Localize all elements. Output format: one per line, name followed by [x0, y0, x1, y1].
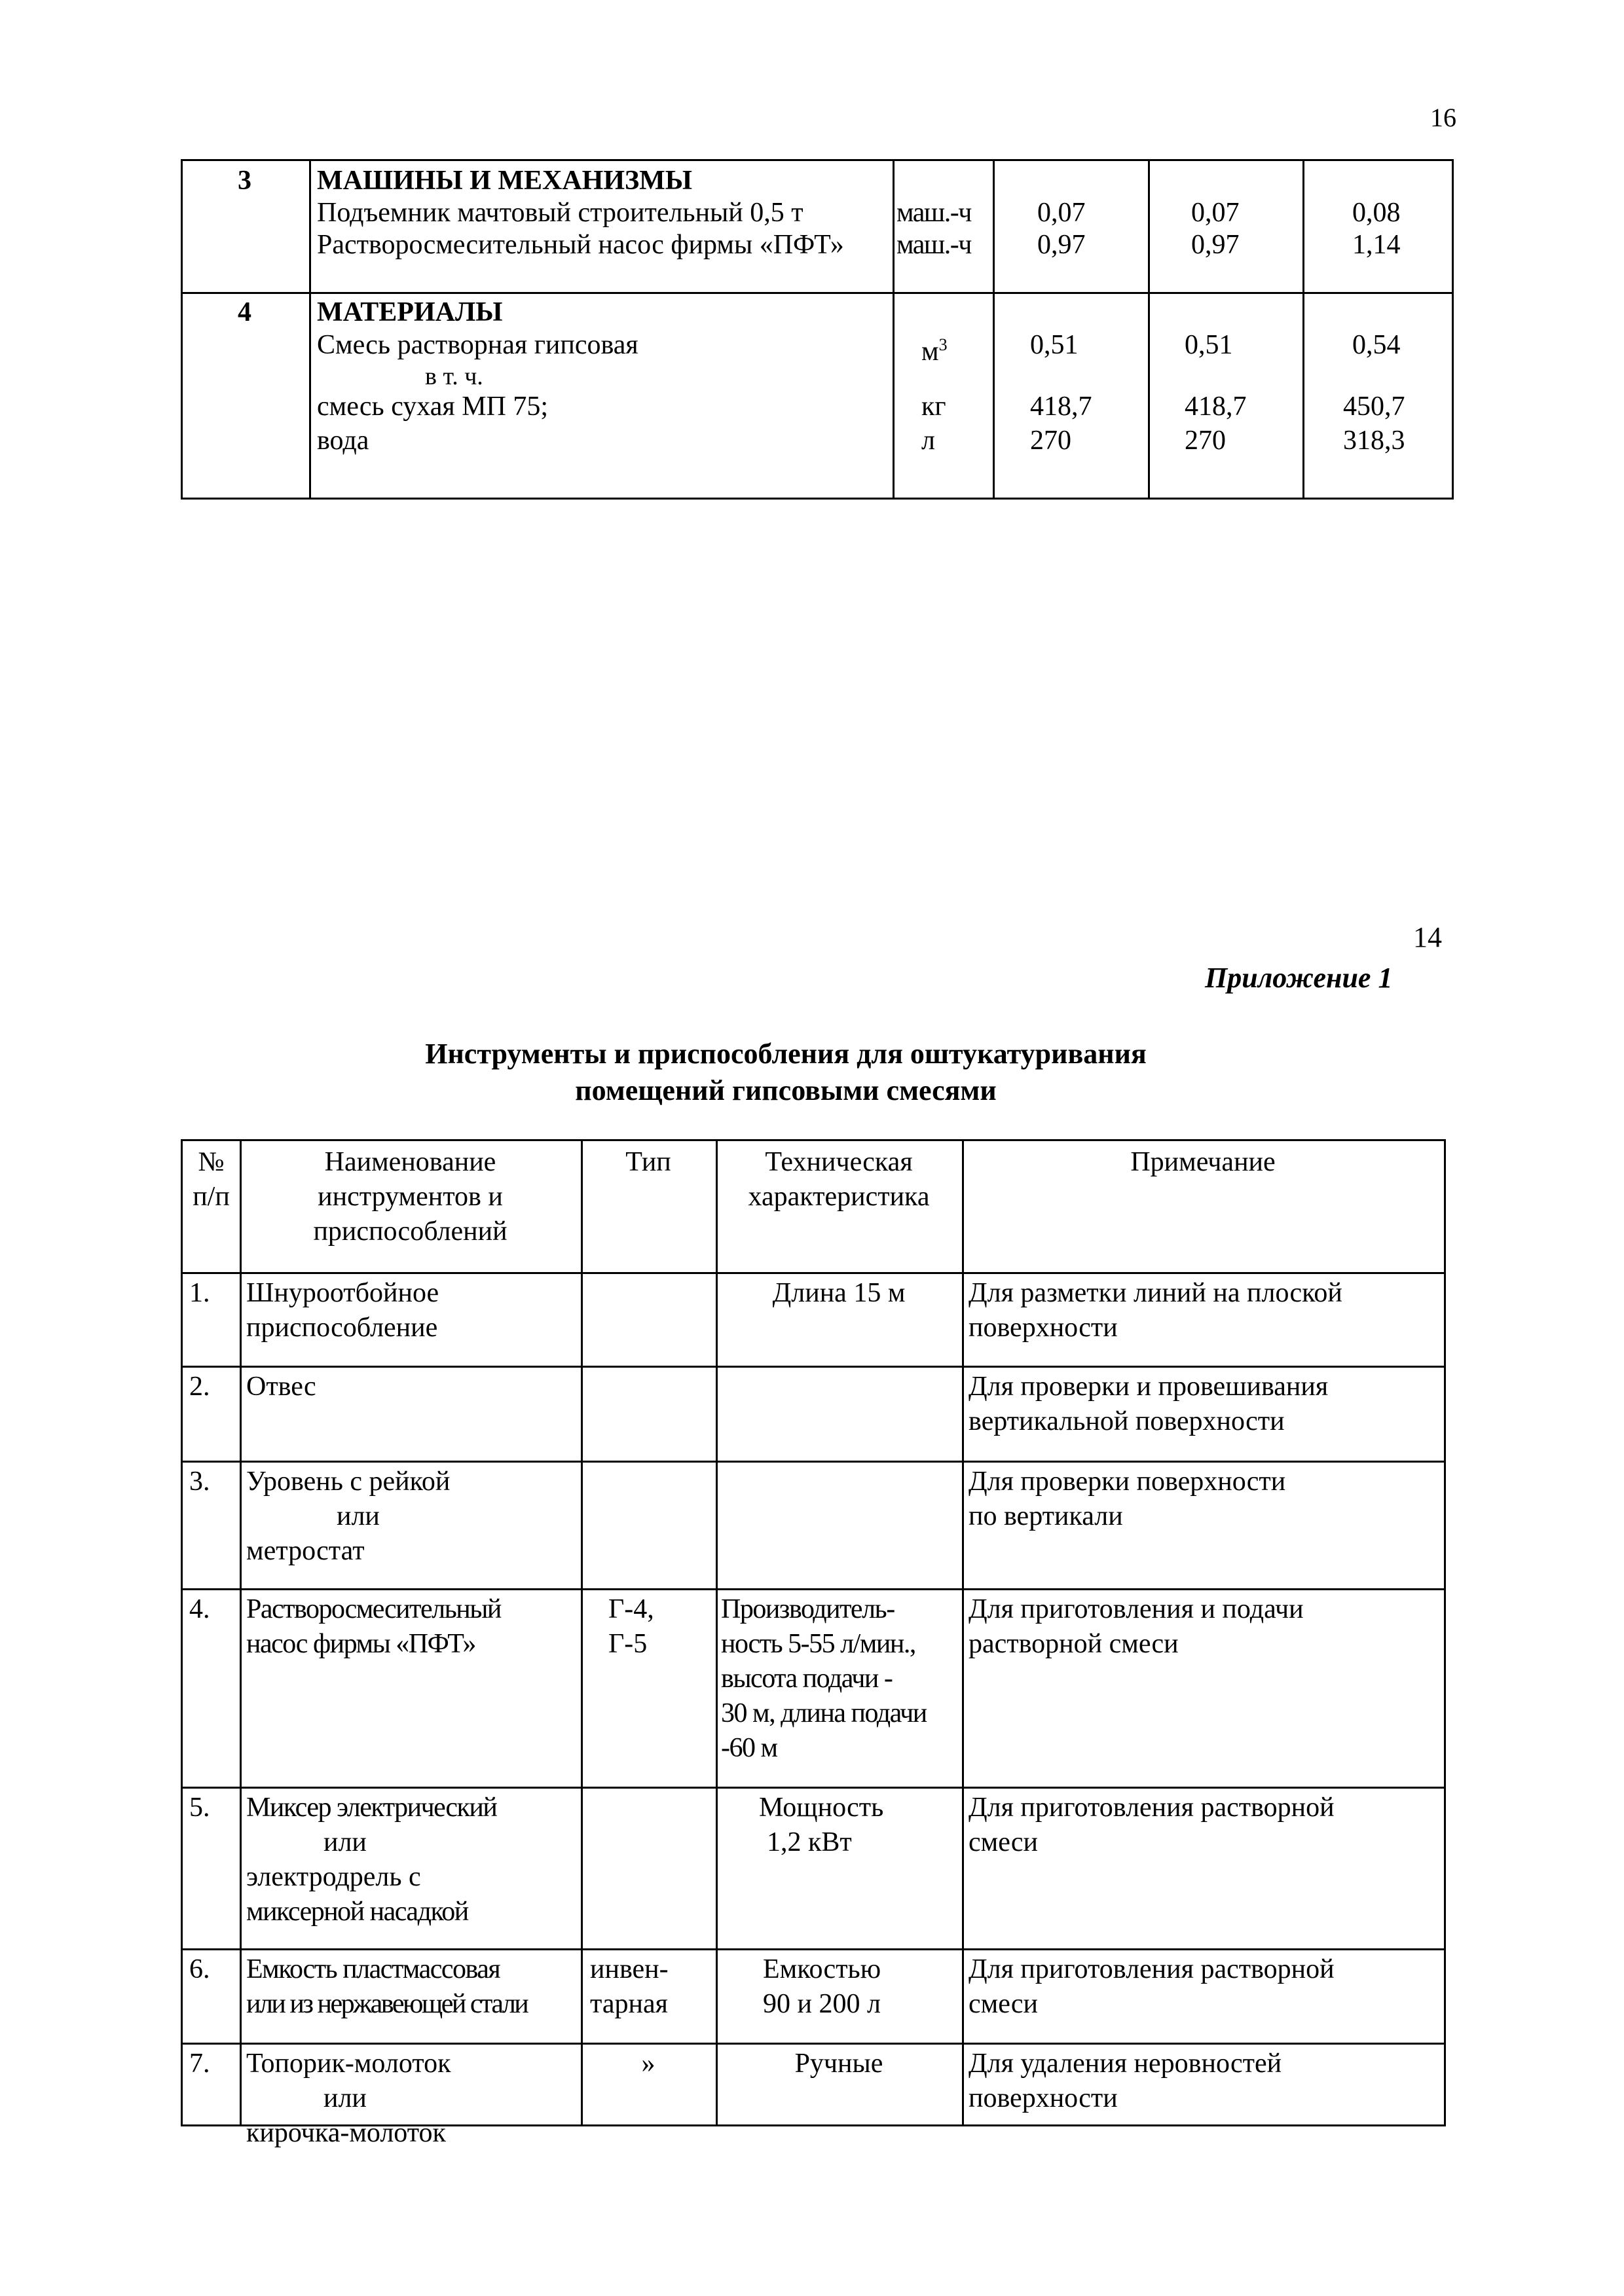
row-note-line: Для приготовления и подачи — [969, 1594, 1304, 1624]
row-type-line: » — [641, 2049, 655, 2079]
column-divider — [962, 1141, 964, 2124]
header-text: Наименование — [324, 1147, 496, 1177]
header-note — [962, 1145, 1444, 1180]
header-text: п/п — [193, 1182, 230, 1212]
row-unit: кг — [921, 392, 946, 422]
row-name-line: метростат — [246, 1536, 365, 1566]
row-num: 6. — [189, 1954, 210, 1984]
row-name-line: Топорик-молоток — [246, 2049, 451, 2079]
row-name — [246, 2047, 451, 2151]
row-note — [969, 1791, 1335, 1860]
row-divider — [183, 1787, 1444, 1789]
section-title: МАШИНЫ И МЕХАНИЗМЫ — [317, 166, 693, 196]
row-num: 3. — [189, 1467, 210, 1497]
row-num: 7. — [189, 2049, 210, 2079]
row-note — [969, 1370, 1328, 1439]
row-spec-line: Длина 15 м — [772, 1278, 906, 1308]
row-spec-line: 1,2 кВт — [767, 1827, 852, 1857]
column-divider — [309, 161, 311, 498]
page-number-top: 16 — [1430, 103, 1456, 132]
row-spec-line: ность 5-55 л/мин., — [721, 1629, 915, 1659]
header-type — [581, 1145, 716, 1180]
section-number: 3 — [238, 166, 251, 196]
row-name: Подъемник мачтовый строительный 0,5 т — [317, 198, 803, 228]
row-note-line: Для удаления неровностей — [969, 2049, 1282, 2079]
unit-superscript: 3 — [938, 335, 948, 354]
row-type-line: Г-5 — [608, 1629, 648, 1659]
row-value-3: 0,08 — [1352, 198, 1401, 228]
row-unit: маш.-ч — [896, 230, 971, 260]
row-spec — [716, 2047, 962, 2081]
row-value-3: 450,7 — [1343, 392, 1405, 422]
row-num: 1. — [189, 1278, 210, 1308]
column-divider — [1302, 161, 1304, 498]
row-value-1: 0,07 — [1037, 198, 1086, 228]
machines-materials-table — [181, 159, 1454, 500]
row-name-line: кирочка-молоток — [246, 2118, 446, 2148]
section-number: 4 — [238, 297, 251, 327]
row-name-line: приспособление — [246, 1313, 438, 1343]
row-name-line: Отвес — [246, 1372, 316, 1402]
row-spec — [716, 1276, 962, 1311]
row-divider — [183, 1366, 1444, 1368]
row-note-line: Для проверки поверхности — [969, 1467, 1286, 1497]
row-spec-line: высота подачи - — [721, 1664, 893, 1694]
row-spec-line: 30 м, длина подачи — [721, 1698, 927, 1728]
row-note-line: поверхности — [969, 2083, 1118, 2113]
row-type-line: Г-4, — [608, 1594, 654, 1624]
row-value-1: 270 — [1030, 426, 1071, 456]
row-spec-line: Производитель- — [721, 1594, 895, 1624]
row-spec — [763, 1952, 881, 2022]
row-note-line: Для проверки и провешивания — [969, 1372, 1329, 1402]
appendix-label: Приложение 1 — [1205, 962, 1393, 994]
header-name — [240, 1145, 581, 1249]
row-value-2: 0,51 — [1185, 330, 1233, 360]
row-type — [581, 2047, 716, 2081]
header-text: приспособлений — [313, 1216, 507, 1247]
header-num — [183, 1145, 240, 1214]
column-divider — [893, 161, 895, 498]
row-name — [246, 1370, 316, 1404]
row-divider — [183, 1272, 1444, 1274]
row-divider — [183, 1461, 1444, 1463]
row-name-line: Шнуроотбойное — [246, 1278, 439, 1308]
column-divider — [993, 161, 995, 498]
row-unit: маш.-ч — [896, 198, 971, 228]
row-value-1: 0,51 — [1030, 330, 1079, 360]
row-unit — [921, 330, 948, 367]
row-value-1: 0,97 — [1037, 230, 1086, 260]
including-label: в т. ч. — [425, 363, 483, 390]
section-title: МАТЕРИАЛЫ — [317, 297, 503, 327]
row-num: 2. — [189, 1372, 210, 1402]
table-divider — [183, 292, 1452, 294]
column-divider — [581, 1141, 583, 2124]
row-divider — [183, 2043, 1444, 2045]
row-divider — [183, 1588, 1444, 1590]
row-unit: л — [921, 426, 935, 456]
column-divider — [1148, 161, 1150, 498]
row-num: 4. — [189, 1594, 210, 1624]
row-note-line: Для разметки линий на плоской — [969, 1278, 1342, 1308]
row-name — [246, 1276, 439, 1345]
row-note-line: Для приготовления растворной — [969, 1793, 1335, 1823]
header-text: Техническая — [765, 1147, 913, 1177]
row-spec — [721, 1592, 927, 1766]
row-num: 5. — [189, 1793, 210, 1823]
row-note — [969, 1465, 1285, 1534]
header-text: Примечание — [1130, 1147, 1276, 1177]
row-value-3: 1,14 — [1352, 230, 1401, 260]
row-name: смесь сухая МП 75; — [317, 392, 549, 422]
row-note-line: растворной смеси — [969, 1629, 1179, 1659]
row-type-line: инвен- — [590, 1954, 669, 1984]
row-name: Растворосмесительный насос фирмы «ПФТ» — [317, 230, 844, 260]
row-name-line: Уровень с рейкой — [246, 1467, 451, 1497]
row-name — [246, 1592, 501, 1662]
row-name-line: Миксер электрический — [246, 1793, 497, 1823]
header-text: характеристика — [748, 1182, 930, 1212]
row-spec-line: -60 м — [721, 1733, 777, 1763]
row-type-line: тарная — [590, 1989, 668, 2019]
row-spec-line: Емкостью — [763, 1954, 881, 1984]
page-heading — [196, 1036, 1375, 1109]
row-value-3: 318,3 — [1343, 426, 1405, 456]
row-note — [969, 1592, 1304, 1662]
header-text: Тип — [625, 1147, 671, 1177]
row-name: вода — [317, 426, 369, 456]
row-name-line: миксерной насадкой — [246, 1897, 468, 1927]
row-name: Смесь растворная гипсовая — [317, 330, 638, 360]
row-value-2: 0,07 — [1191, 198, 1240, 228]
row-note-line: смеси — [969, 1827, 1039, 1857]
page-number-bottom: 14 — [1413, 921, 1442, 953]
header-text: инструментов и — [318, 1182, 503, 1212]
row-name-line: или — [323, 1827, 367, 1857]
row-divider — [183, 1948, 1444, 1950]
row-name — [246, 1791, 496, 1929]
row-name-line: Растворосмесительный — [246, 1594, 501, 1624]
heading-line-1: Инструменты и приспособления для оштукатуривания — [425, 1038, 1147, 1070]
row-name-line: или — [323, 2083, 367, 2113]
row-name — [246, 1465, 450, 1569]
column-divider — [240, 1141, 242, 2124]
unit-text: м — [921, 337, 939, 367]
row-value-2: 418,7 — [1185, 392, 1247, 422]
row-spec — [759, 1791, 883, 1860]
heading-line-2: помещений гипсовыми смесями — [575, 1074, 997, 1106]
row-value-3: 0,54 — [1352, 330, 1401, 360]
row-type — [608, 1592, 654, 1662]
header-text: № — [198, 1147, 225, 1177]
row-name — [246, 1952, 527, 2022]
row-note-line: вертикальной поверхности — [969, 1406, 1285, 1436]
row-note — [969, 1276, 1342, 1345]
row-note — [969, 1952, 1335, 2022]
row-name-line: или — [337, 1501, 380, 1531]
row-note — [969, 2047, 1282, 2116]
row-note-line: по вертикали — [969, 1501, 1123, 1531]
row-spec-line: Ручные — [794, 2049, 883, 2079]
row-name-line: электродрель с — [246, 1862, 421, 1892]
row-note-line: смеси — [969, 1989, 1039, 2019]
row-spec-line: 90 и 200 л — [763, 1989, 881, 2019]
tools-table — [181, 1139, 1446, 2148]
row-note-line: поверхности — [969, 1313, 1118, 1343]
row-type — [590, 1952, 669, 2022]
row-value-2: 270 — [1185, 426, 1226, 456]
header-spec — [716, 1145, 962, 1214]
row-value-2: 0,97 — [1191, 230, 1240, 260]
row-note-line: Для приготовления растворной — [969, 1954, 1335, 1984]
row-value-1: 418,7 — [1030, 392, 1092, 422]
row-spec-line: Мощность — [759, 1793, 884, 1823]
row-name-line: или из нержавеющей стали — [246, 1989, 528, 2019]
row-name-line: насос фирмы «ПФТ» — [246, 1629, 475, 1659]
row-name-line: Емкость пластмассовая — [246, 1954, 500, 1984]
